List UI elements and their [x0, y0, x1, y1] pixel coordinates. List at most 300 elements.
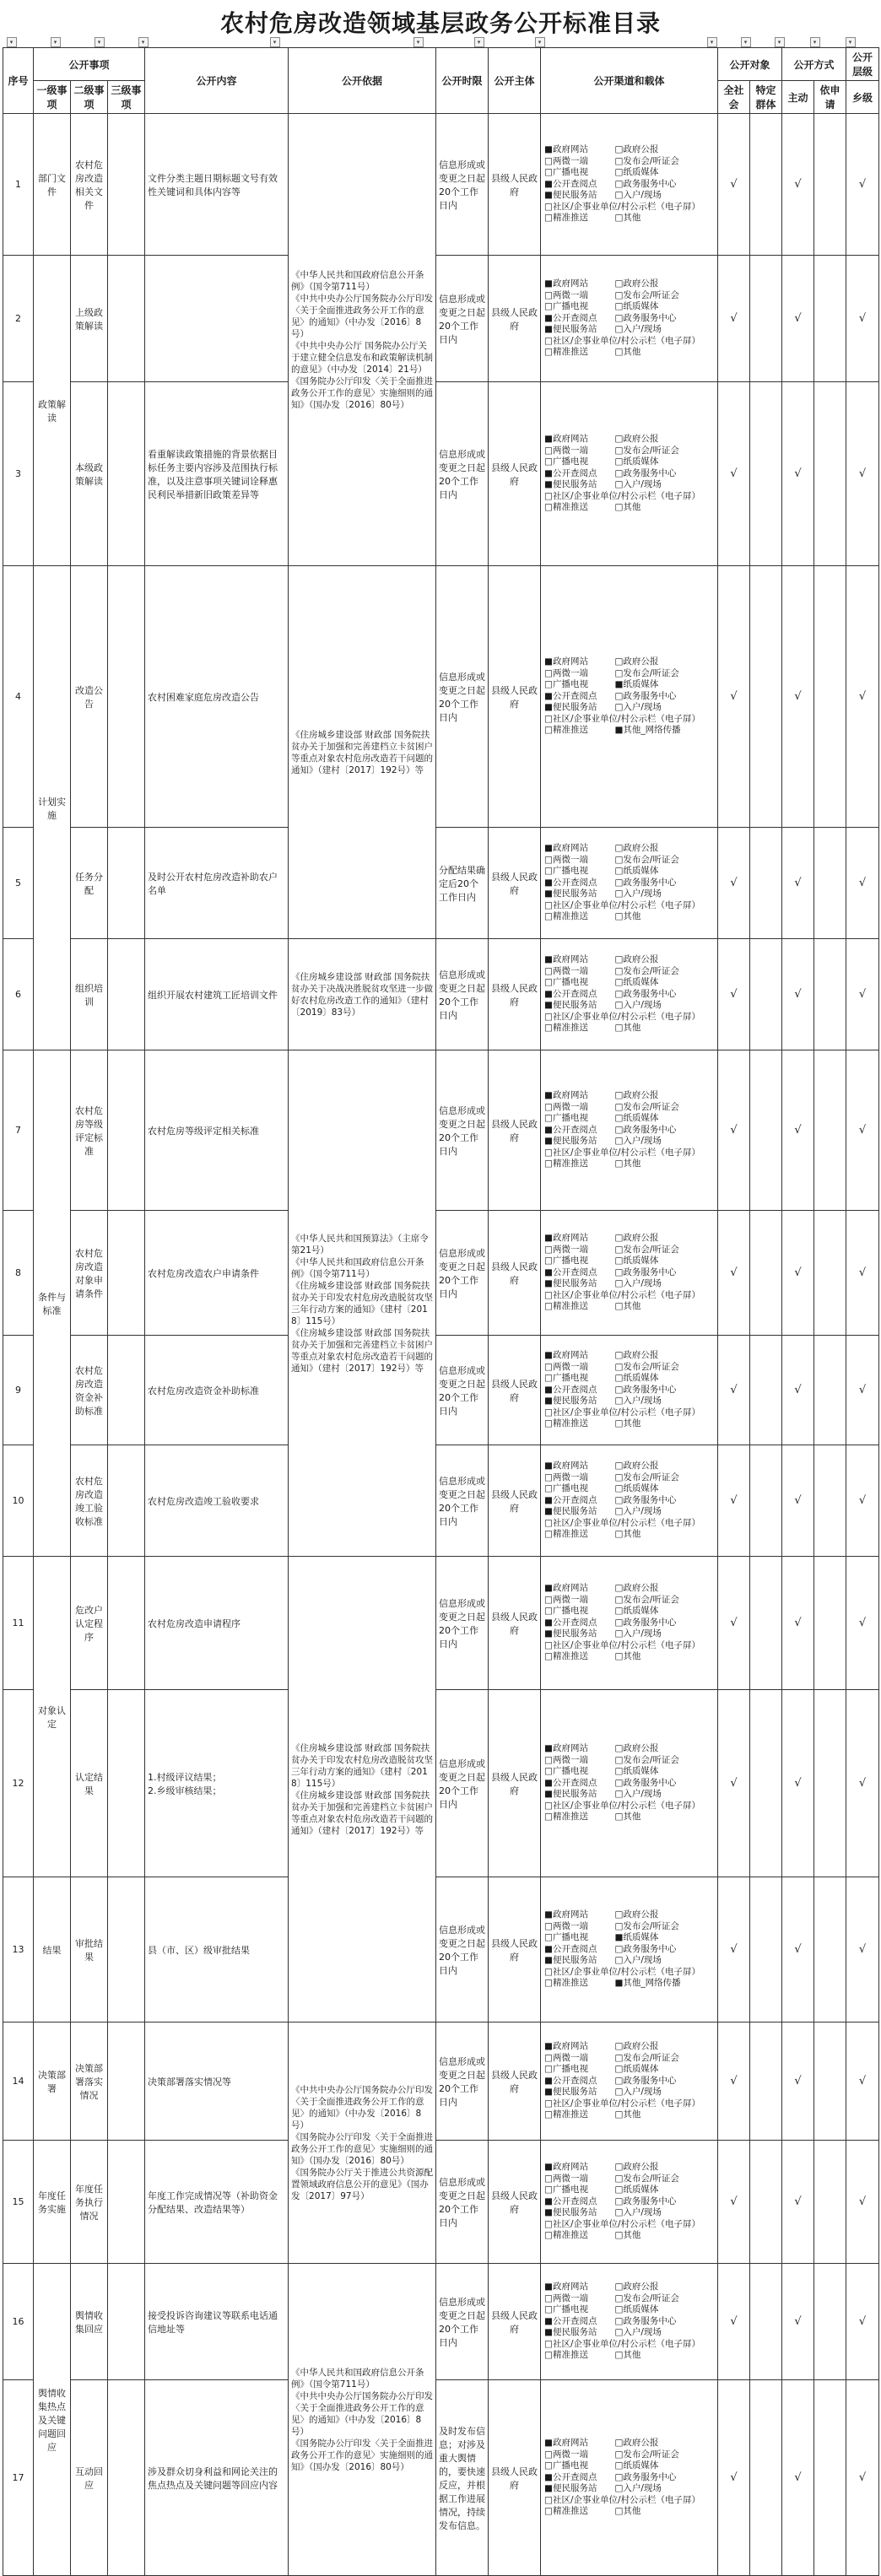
- cell-level2: 审批结果: [71, 1877, 108, 2022]
- cell-subject: 县级人民政府: [489, 114, 541, 256]
- cell-time: 信息形成或变更之日起20个工作日内: [436, 114, 489, 256]
- cell-channel: [541, 1877, 718, 2022]
- filter-dropdown-icon[interactable]: ▾: [51, 37, 61, 47]
- cell-level2: 决策部署落实情况: [71, 2022, 108, 2141]
- channel-option: ■公开查阅点 □政务服务中心: [544, 2075, 677, 2086]
- header-time: 公开时限: [436, 48, 489, 114]
- tick-specific: [750, 2264, 782, 2380]
- catalog-table: [3, 47, 879, 2576]
- tick-request: [814, 939, 846, 1050]
- channel-option: ■公开查阅点 □政务服务中心: [544, 877, 677, 888]
- tick-specific: [750, 2022, 782, 2141]
- cell-seq: 10: [3, 1445, 34, 1557]
- tick-whole: √: [718, 1050, 750, 1211]
- tick-specific: [750, 382, 782, 566]
- channel-option: ■政府网站 □政府公报: [544, 1583, 659, 1594]
- tick-specific: [750, 1445, 782, 1557]
- cell-channel: [541, 1211, 718, 1336]
- cell-content: [145, 256, 289, 382]
- cell-level2: 组织培训: [71, 939, 108, 1050]
- cell-channel: [541, 2380, 718, 2576]
- header-subject: 公开主体: [489, 48, 541, 114]
- cell-level2: 农村危房等级评定标准: [71, 1050, 108, 1211]
- tick-active: √: [782, 2022, 814, 2141]
- channel-option: ■政府网站 □政府公报: [544, 1233, 659, 1244]
- cell-channel: [541, 2022, 718, 2141]
- title-text: 农村危房改造领域基层政务公开标准目录: [219, 9, 661, 37]
- channel-option: □广播电视 □纸质媒体: [544, 301, 659, 312]
- cell-seq: 14: [3, 2022, 34, 2141]
- cell-content: 1.村级评议结果； 2.乡级审核结果；: [145, 1690, 289, 1877]
- cell-subject: 县级人民政府: [489, 1877, 541, 2022]
- channel-option: □广播电视 □纸质媒体: [544, 866, 659, 877]
- tick-whole: √: [718, 1445, 750, 1557]
- filter-dropdown-icon[interactable]: ▾: [270, 37, 280, 47]
- channel-option: □广播电视 □纸质媒体: [544, 977, 659, 988]
- tick-request: [814, 1877, 846, 2022]
- cell-subject: 县级人民政府: [489, 939, 541, 1050]
- header-mode: 公开方式: [782, 48, 846, 81]
- cell-channel: [541, 382, 718, 566]
- cell-seq: 8: [3, 1211, 34, 1336]
- cell-content: 县（市、区）级审批结果: [145, 1877, 289, 2022]
- tick-active: √: [782, 2380, 814, 2576]
- cell-seq: 2: [3, 256, 34, 382]
- cell-level2: 年度任务执行情况: [71, 2141, 108, 2264]
- cell-level3: [108, 256, 145, 382]
- tick-active: √: [782, 939, 814, 1050]
- filter-dropdown-icon[interactable]: ▾: [707, 37, 717, 47]
- channel-option: ■政府网站 □政府公报: [544, 2162, 659, 2173]
- channel-option: ■政府网站 □政府公报: [544, 656, 659, 667]
- tick-specific: [750, 1690, 782, 1877]
- cell-time: 信息形成或变更之日起20个工作日内: [436, 2141, 489, 2264]
- cell-time: 信息形成或变更之日起20个工作日内: [436, 2264, 489, 2380]
- tick-active: √: [782, 2141, 814, 2264]
- cell-level3: [108, 1557, 145, 1690]
- filter-dropdown-icon[interactable]: ▾: [810, 37, 820, 47]
- channel-option: □社区/企事业单位/村公示栏（电子屏）: [544, 713, 701, 724]
- cell-content: 农村危房等级评定相关标准: [145, 1050, 289, 1211]
- tick-specific: [750, 1336, 782, 1445]
- channel-option: ■公开查阅点 □政务服务中心: [544, 988, 677, 999]
- header-basis: 公开依据: [289, 48, 436, 114]
- channel-option: □社区/企事业单位/村公示栏（电子屏）: [544, 1289, 701, 1300]
- cell-level3: [108, 114, 145, 256]
- filter-dropdown-icon[interactable]: ▾: [413, 37, 424, 47]
- tick-township: √: [846, 2264, 879, 2380]
- tick-request: [814, 566, 846, 828]
- cell-content: 农村危房改造申请程序: [145, 1557, 289, 1690]
- cell-subject: 县级人民政府: [489, 1211, 541, 1336]
- header-active: 主动: [782, 81, 814, 114]
- tick-request: [814, 1445, 846, 1557]
- cell-level3: [108, 1050, 145, 1211]
- tick-active: √: [782, 1211, 814, 1336]
- tick-township: √: [846, 939, 879, 1050]
- cell-basis: 《中共中央办公厅国务院办公厅印发〈关于全面推进政务公开工作的意见〉的通知》（中办发〔2016〕8号） 《国务院办公厅印发〈关于全面推进政务公开工作的意见〉实施细则的通知》（国办发〔2016〕80号） 《国务院办公厅关于推进公共资源配置领域政府信息公开的意见》（国办发〔2017〕97号）: [289, 2022, 436, 2264]
- filter-dropdown-icon[interactable]: ▾: [741, 37, 751, 47]
- channel-option: ■便民服务站 □入户/现场: [544, 2483, 662, 2494]
- cell-time: 分配结果确定后20个工作日内: [436, 828, 489, 939]
- cell-level1: 部门文件: [34, 114, 71, 256]
- channel-option: □广播电视 □纸质媒体: [544, 167, 659, 178]
- tick-whole: √: [718, 1690, 750, 1877]
- tick-township: √: [846, 2022, 879, 2141]
- channel-option: □精准推送 □其他: [544, 2109, 641, 2120]
- channel-option: □精准推送 □其他: [544, 1529, 641, 1540]
- table-row: [3, 1690, 879, 1877]
- table-row: [3, 1211, 879, 1336]
- cell-level3: [108, 1336, 145, 1445]
- channel-option: □广播电视 □纸质媒体: [544, 456, 659, 467]
- channel-option: □社区/企事业单位/村公示栏（电子屏）: [544, 2098, 701, 2109]
- channel-option: ■公开查阅点 □政务服务中心: [544, 2471, 677, 2482]
- cell-subject: 县级人民政府: [489, 2380, 541, 2576]
- channel-option: ■便民服务站 □入户/现场: [544, 1506, 662, 1517]
- table-row: [3, 2141, 879, 2264]
- header-target: 公开对象: [718, 48, 782, 81]
- cell-subject: 县级人民政府: [489, 2141, 541, 2264]
- channel-option: □两微一端 □发布会/听证会: [544, 1361, 679, 1372]
- channel-option: □社区/企事业单位/村公示栏（电子屏）: [544, 201, 701, 212]
- cell-content: 文件分类主题日期标题文号有效性关键词和具体内容等: [145, 114, 289, 256]
- tick-active: √: [782, 2264, 814, 2380]
- tick-request: [814, 2022, 846, 2141]
- channel-option: □两微一端 □发布会/听证会: [544, 2292, 679, 2303]
- cell-channel: [541, 1690, 718, 1877]
- cell-content: 农村困难家庭危房改造公告: [145, 566, 289, 828]
- table-row: [3, 1445, 879, 1557]
- header-whole: 全社会: [718, 81, 750, 114]
- tick-specific: [750, 1557, 782, 1690]
- tick-request: [814, 1557, 846, 1690]
- cell-subject: 县级人民政府: [489, 382, 541, 566]
- header-township: 乡级: [846, 81, 879, 114]
- channel-option: □社区/企事业单位/村公示栏（电子屏）: [544, 2218, 701, 2229]
- channel-option: □精准推送 □其他: [544, 213, 641, 224]
- cell-content: 及时公开农村危房改造补助农户名单: [145, 828, 289, 939]
- cell-level3: [108, 1690, 145, 1877]
- header-content: 公开内容: [145, 48, 289, 114]
- tick-specific: [750, 828, 782, 939]
- cell-channel: [541, 1336, 718, 1445]
- channel-option: □精准推送 □其他: [544, 2506, 641, 2517]
- cell-content: 农村危房改造竣工验收要求: [145, 1445, 289, 1557]
- channel-option: ■公开查阅点 □政务服务中心: [544, 690, 677, 701]
- channel-option: □广播电视 □纸质媒体: [544, 1483, 659, 1494]
- cell-content: 接受投诉咨询建议等联系电话通信地址等: [145, 2264, 289, 2380]
- channel-option: □社区/企事业单位/村公示栏（电子屏）: [544, 1800, 701, 1811]
- tick-township: √: [846, 1050, 879, 1211]
- tick-township: √: [846, 2380, 879, 2576]
- cell-level2: 改造公告: [71, 566, 108, 828]
- table-row: [3, 1557, 879, 1690]
- tick-whole: √: [718, 382, 750, 566]
- filter-dropdown-icon[interactable]: ▾: [474, 37, 484, 47]
- tick-specific: [750, 114, 782, 256]
- cell-basis: 《住房城乡建设部 财政部 国务院扶贫办关于加强和完善建档立卡贫困户等重点对象农村危房改造若干问题的通知》（建村〔2017〕192号）等: [289, 566, 436, 939]
- table-row: [3, 1877, 879, 2022]
- cell-basis: 《中华人民共和国政府信息公开条例》（国令第711号） 《中共中央办公厅国务院办公厅印发〈关于全面推进政务公开工作的意见〉的通知》（中办发〔2016〕8号） 《国务院办公厅印发〈关于全面推进政务公开工作的意见〉实施细则的通知》（国办发〔2016〕80号）: [289, 2264, 436, 2576]
- tick-request: [814, 382, 846, 566]
- table-row: [3, 2264, 879, 2380]
- tick-specific: [750, 1211, 782, 1336]
- cell-time: 信息形成或变更之日起20个工作日内: [436, 566, 489, 828]
- channel-option: □广播电视 □纸质媒体: [544, 1373, 659, 1384]
- channel-option: □精准推送 □其他: [544, 1812, 641, 1823]
- channel-option: ■公开查阅点 □政务服务中心: [544, 467, 677, 478]
- channel-option: ■政府网站 □政府公报: [544, 2282, 659, 2292]
- cell-subject: 县级人民政府: [489, 1690, 541, 1877]
- filter-dropdown-row: [0, 37, 881, 49]
- channel-option: ■便民服务站 □入户/现场: [544, 2087, 662, 2098]
- cell-subject: 县级人民政府: [489, 2022, 541, 2141]
- cell-seq: 13: [3, 1877, 34, 2022]
- channel-option: ■政府网站 □政府公报: [544, 843, 659, 854]
- cell-basis: 《中华人民共和国预算法》（主席令第21号） 《中华人民共和国政府信息公开条例》（国令第711号） 《住房城乡建设部 财政部 国务院扶贫办关于印发农村危房改造脱贫攻坚三年行动方案的通知》（建村〔2018〕115号） 《住房城乡建设部 财政部 国务院扶贫办关于加强和完善建档立卡贫困户等重点对象农村危房改造若干问题的通知》（建村〔2017〕192号）等: [289, 1050, 436, 1557]
- channel-option: ■公开查阅点 □政务服务中心: [544, 2315, 677, 2326]
- tick-request: [814, 1211, 846, 1336]
- cell-level3: [108, 1445, 145, 1557]
- document-title: [0, 0, 881, 47]
- channel-option: ■便民服务站 □入户/现场: [544, 702, 662, 713]
- cell-seq: 7: [3, 1050, 34, 1211]
- tick-active: √: [782, 256, 814, 382]
- channel-option: □精准推送 □其他: [544, 502, 641, 513]
- cell-subject: 县级人民政府: [489, 1050, 541, 1211]
- cell-channel: [541, 1445, 718, 1557]
- cell-basis: 《住房城乡建设部 财政部 国务院扶贫办关于决战决胜脱贫攻坚进一步做好农村危房改造工作的通知》（建村〔2019〕83号）: [289, 939, 436, 1050]
- filter-dropdown-icon[interactable]: ▾: [775, 37, 785, 47]
- cell-seq: 6: [3, 939, 34, 1050]
- tick-township: √: [846, 1690, 879, 1877]
- tick-specific: [750, 256, 782, 382]
- cell-content: 年度工作完成情况等（补助资金分配结果、改造结果等）: [145, 2141, 289, 2264]
- channel-option: ■政府网站 □政府公报: [544, 1909, 659, 1920]
- cell-time: 信息形成或变更之日起20个工作日内: [436, 256, 489, 382]
- channel-option: □两微一端 □发布会/听证会: [544, 2052, 679, 2063]
- cell-channel: [541, 1557, 718, 1690]
- channel-option: □精准推送 □其他: [544, 911, 641, 922]
- cell-seq: 12: [3, 1690, 34, 1877]
- channel-option: ■便民服务站 □入户/现场: [544, 1955, 662, 1966]
- cell-level2: 互动回应: [71, 2380, 108, 2576]
- cell-level3: [108, 2380, 145, 2576]
- cell-level2: 舆情收集回应: [71, 2264, 108, 2380]
- channel-option: ■政府网站 □政府公报: [544, 144, 659, 155]
- channel-option: □社区/企事业单位/村公示栏（电子屏）: [544, 1517, 701, 1528]
- channel-option: ■公开查阅点 □政务服务中心: [544, 1617, 677, 1628]
- cell-seq: 3: [3, 382, 34, 566]
- cell-channel: [541, 939, 718, 1050]
- table-row: [3, 1336, 879, 1445]
- header-level3: 三级事项: [108, 81, 145, 114]
- channel-option: □社区/企事业单位/村公示栏（电子屏）: [544, 2494, 701, 2505]
- channel-option: ■公开查阅点 □政务服务中心: [544, 2195, 677, 2206]
- cell-level3: [108, 2141, 145, 2264]
- channel-option: □两微一端 □发布会/听证会: [544, 289, 679, 300]
- cell-channel: [541, 2141, 718, 2264]
- tick-whole: √: [718, 1877, 750, 2022]
- tick-township: √: [846, 256, 879, 382]
- tick-whole: √: [718, 256, 750, 382]
- tick-township: √: [846, 114, 879, 256]
- filter-dropdown-icon[interactable]: ▾: [535, 37, 545, 47]
- cell-time: 信息形成或变更之日起20个工作日内: [436, 382, 489, 566]
- channel-option: ■便民服务站 □入户/现场: [544, 1789, 662, 1800]
- tick-whole: √: [718, 114, 750, 256]
- cell-channel: [541, 114, 718, 256]
- tick-specific: [750, 566, 782, 828]
- filter-dropdown-icon[interactable]: ▾: [7, 37, 17, 47]
- channel-option: □社区/企事业单位/村公示栏（电子屏）: [544, 1639, 701, 1650]
- cell-subject: 县级人民政府: [489, 1557, 541, 1690]
- channel-option: ■公开查阅点 □政务服务中心: [544, 1943, 677, 1954]
- tick-whole: √: [718, 1557, 750, 1690]
- channel-option: □两微一端 □发布会/听证会: [544, 1101, 679, 1112]
- cell-subject: 县级人民政府: [489, 566, 541, 828]
- channel-option: □社区/企事业单位/村公示栏（电子屏）: [544, 1407, 701, 1418]
- tick-township: √: [846, 1557, 879, 1690]
- tick-township: √: [846, 382, 879, 566]
- channel-option: ■便民服务站 □入户/现场: [544, 2327, 662, 2338]
- channel-option: □两微一端 □发布会/听证会: [544, 1472, 679, 1482]
- cell-seq: 15: [3, 2141, 34, 2264]
- cell-level2: 本级政策解读: [71, 382, 108, 566]
- cell-content: 农村危房改造资金补助标准: [145, 1336, 289, 1445]
- filter-dropdown-icon[interactable]: ▾: [95, 37, 105, 47]
- channel-option: □精准推送 □其他: [544, 2230, 641, 2241]
- tick-request: [814, 2380, 846, 2576]
- header-matter: 公开事项: [34, 48, 145, 81]
- channel-option: □两微一端 □发布会/听证会: [544, 155, 679, 166]
- cell-seq: 5: [3, 828, 34, 939]
- table-row: [3, 1050, 879, 1211]
- cell-time: 信息形成或变更之日起20个工作日内: [436, 1336, 489, 1445]
- cell-level1: 对象认定: [34, 1557, 71, 1877]
- cell-level2: 危改户认定程序: [71, 1557, 108, 1690]
- tick-request: [814, 2141, 846, 2264]
- channel-option: ■便民服务站 □入户/现场: [544, 1396, 662, 1407]
- channel-option: □两微一端 □发布会/听证会: [544, 1920, 679, 1931]
- channel-option: ■政府网站 □政府公报: [544, 954, 659, 965]
- channel-option: □广播电视 □纸质媒体: [544, 1766, 659, 1777]
- channel-option: ■公开查阅点 □政务服务中心: [544, 1384, 677, 1395]
- channel-option: ■政府网站 □政府公报: [544, 1743, 659, 1754]
- cell-channel: [541, 566, 718, 828]
- channel-option: ■政府网站 □政府公报: [544, 1350, 659, 1361]
- channel-option: ■便民服务站 □入户/现场: [544, 1000, 662, 1011]
- table-row: [3, 382, 879, 566]
- header-specific: 特定群体: [750, 81, 782, 114]
- channel-option: □两微一端 □发布会/听证会: [544, 965, 679, 976]
- cell-seq: 4: [3, 566, 34, 828]
- channel-option: ■便民服务站 □入户/现场: [544, 324, 662, 335]
- tick-township: √: [846, 1211, 879, 1336]
- channel-option: □两微一端 □发布会/听证会: [544, 854, 679, 865]
- channel-option: □广播电视 □纸质媒体: [544, 2304, 659, 2315]
- cell-time: 信息形成或变更之日起20个工作日内: [436, 1211, 489, 1336]
- filter-dropdown-icon[interactable]: ▾: [138, 37, 149, 47]
- cell-channel: [541, 1050, 718, 1211]
- channel-option: ■便民服务站 □入户/现场: [544, 1628, 662, 1639]
- tick-township: √: [846, 2141, 879, 2264]
- cell-level2: 认定结果: [71, 1690, 108, 1877]
- cell-channel: [541, 256, 718, 382]
- table-row: [3, 2380, 879, 2576]
- cell-level3: [108, 566, 145, 828]
- tick-whole: √: [718, 2264, 750, 2380]
- cell-level3: [108, 382, 145, 566]
- channel-option: ■公开查阅点 □政务服务中心: [544, 1124, 677, 1135]
- channel-option: □精准推送 □其他: [544, 2350, 641, 2361]
- cell-subject: 县级人民政府: [489, 1445, 541, 1557]
- channel-option: □两微一端 □发布会/听证会: [544, 1244, 679, 1255]
- cell-level3: [108, 2264, 145, 2380]
- cell-basis: 《住房城乡建设部 财政部 国务院扶贫办关于印发农村危房改造脱贫攻坚三年行动方案的通知》（建村〔2018〕115号） 《住房城乡建设部 财政部 国务院扶贫办关于加强和完善建档立卡贫困户等重点对象农村危房改造若干问题的通知》（建村〔2017〕192号）等: [289, 1557, 436, 2022]
- cell-time: 及时发布信息；对涉及重大舆情的，要快速反应，并根据工作进展情况，持续发布信息。: [436, 2380, 489, 2576]
- cell-level3: [108, 1877, 145, 2022]
- cell-subject: 县级人民政府: [489, 256, 541, 382]
- channel-option: ■便民服务站 □入户/现场: [544, 1278, 662, 1289]
- cell-level2: 农村危房改造相关文件: [71, 114, 108, 256]
- channel-option: □广播电视 ■纸质媒体: [544, 1932, 659, 1943]
- tick-whole: √: [718, 566, 750, 828]
- channel-option: ■公开查阅点 □政务服务中心: [544, 1777, 677, 1788]
- cell-subject: 县级人民政府: [489, 1336, 541, 1445]
- table-row: [3, 114, 879, 256]
- channel-option: ■公开查阅点 □政务服务中心: [544, 1266, 677, 1277]
- cell-content: 组织开展农村建筑工匠培训文件: [145, 939, 289, 1050]
- tick-request: [814, 256, 846, 382]
- tick-request: [814, 1336, 846, 1445]
- header-level: 公开层级: [846, 48, 879, 81]
- filter-dropdown-icon[interactable]: ▾: [846, 37, 856, 47]
- tick-active: √: [782, 1690, 814, 1877]
- cell-content: 农村危房改造农户申请条件: [145, 1211, 289, 1336]
- channel-option: □精准推送 ■其他_网络传播: [544, 725, 681, 736]
- channel-option: ■便民服务站 □入户/现场: [544, 888, 662, 899]
- channel-option: □广播电视 ■纸质媒体: [544, 679, 659, 690]
- tick-whole: √: [718, 2380, 750, 2576]
- channel-option: □两微一端 □发布会/听证会: [544, 667, 679, 678]
- channel-option: □精准推送 □其他: [544, 1651, 641, 1662]
- channel-option: □两微一端 □发布会/听证会: [544, 1594, 679, 1605]
- cell-level2: 任务分配: [71, 828, 108, 939]
- channel-option: ■便民服务站 □入户/现场: [544, 479, 662, 490]
- cell-level1: 计划实施: [34, 566, 71, 1050]
- tick-specific: [750, 2380, 782, 2576]
- cell-channel: [541, 2264, 718, 2380]
- channel-option: □精准推送 ■其他_网络传播: [544, 1978, 681, 1989]
- tick-township: √: [846, 1336, 879, 1445]
- cell-level3: [108, 828, 145, 939]
- cell-level3: [108, 939, 145, 1050]
- cell-time: 信息形成或变更之日起20个工作日内: [436, 2022, 489, 2141]
- channel-option: ■政府网站 □政府公报: [544, 2438, 659, 2449]
- cell-seq: 16: [3, 2264, 34, 2380]
- tick-township: √: [846, 1877, 879, 2022]
- table-row: [3, 256, 879, 382]
- header-request: 依申请: [814, 81, 846, 114]
- channel-option: □社区/企事业单位/村公示栏（电子屏）: [544, 899, 701, 910]
- channel-option: ■政府网站 □政府公报: [544, 1461, 659, 1472]
- tick-township: √: [846, 1445, 879, 1557]
- cell-time: 信息形成或变更之日起20个工作日内: [436, 1557, 489, 1690]
- cell-level1: 舆情收集热点及关键问题回应: [34, 2264, 71, 2576]
- cell-time: 信息形成或变更之日起20个工作日内: [436, 1690, 489, 1877]
